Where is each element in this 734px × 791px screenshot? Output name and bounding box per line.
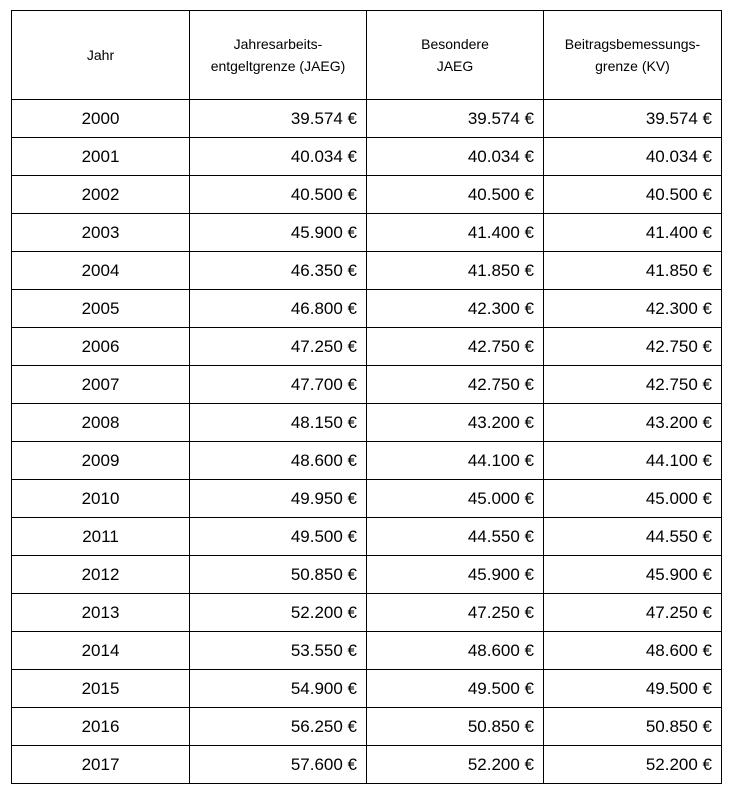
table-row	[12, 480, 722, 518]
cell-jaeg: 49.950 €	[190, 480, 367, 518]
cell-jaeg: 46.350 €	[190, 252, 367, 290]
table-row	[12, 176, 722, 214]
cell-jaeg: 53.550 €	[190, 632, 367, 670]
table-row	[12, 746, 722, 784]
header-besondere-jaeg-line-2: JAEG	[436, 58, 474, 74]
table-row	[12, 632, 722, 670]
cell-besondere-jaeg: 40.034 €	[367, 138, 544, 176]
cell-bbg-kv: 41.850 €	[544, 252, 722, 290]
cell-bbg-kv: 44.550 €	[544, 518, 722, 556]
table-row	[12, 252, 722, 290]
cell-year: 2007	[12, 366, 190, 404]
cell-year: 2004	[12, 252, 190, 290]
cell-year: 2002	[12, 176, 190, 214]
cell-jaeg: 54.900 €	[190, 670, 367, 708]
table-row	[12, 518, 722, 556]
cell-besondere-jaeg: 42.300 €	[367, 290, 544, 328]
header-year-label: Jahr	[86, 47, 115, 63]
cell-besondere-jaeg: 48.600 €	[367, 632, 544, 670]
cell-bbg-kv: 45.000 €	[544, 480, 722, 518]
cell-year: 2014	[12, 632, 190, 670]
cell-bbg-kv: 52.200 €	[544, 746, 722, 784]
cell-bbg-kv: 39.574 €	[544, 100, 722, 138]
contribution-limits-table	[11, 10, 722, 784]
cell-year: 2012	[12, 556, 190, 594]
cell-bbg-kv: 49.500 €	[544, 670, 722, 708]
header-besondere-jaeg-line-1: Besondere	[421, 36, 489, 52]
cell-jaeg: 56.250 €	[190, 708, 367, 746]
cell-year: 2001	[12, 138, 190, 176]
cell-bbg-kv: 44.100 €	[544, 442, 722, 480]
cell-year: 2003	[12, 214, 190, 252]
table-row	[12, 404, 722, 442]
cell-year: 2010	[12, 480, 190, 518]
header-bbg-kv	[544, 11, 722, 100]
cell-bbg-kv: 42.300 €	[544, 290, 722, 328]
cell-year: 2009	[12, 442, 190, 480]
cell-bbg-kv: 50.850 €	[544, 708, 722, 746]
cell-besondere-jaeg: 45.000 €	[367, 480, 544, 518]
cell-besondere-jaeg: 41.400 €	[367, 214, 544, 252]
cell-bbg-kv: 42.750 €	[544, 328, 722, 366]
cell-besondere-jaeg: 39.574 €	[367, 100, 544, 138]
header-besondere-jaeg	[367, 11, 544, 100]
table-row	[12, 290, 722, 328]
cell-jaeg: 57.600 €	[190, 746, 367, 784]
cell-besondere-jaeg: 52.200 €	[367, 746, 544, 784]
limits-table-container	[11, 10, 722, 784]
table-row	[12, 214, 722, 252]
cell-year: 2011	[12, 518, 190, 556]
cell-year: 2006	[12, 328, 190, 366]
cell-year: 2013	[12, 594, 190, 632]
header-jaeg	[190, 11, 367, 100]
table-row	[12, 366, 722, 404]
header-jaeg-line-2: entgeltgrenze (JAEG)	[210, 58, 346, 74]
table-row	[12, 708, 722, 746]
cell-year: 2005	[12, 290, 190, 328]
cell-jaeg: 49.500 €	[190, 518, 367, 556]
table-row	[12, 328, 722, 366]
cell-bbg-kv: 47.250 €	[544, 594, 722, 632]
cell-bbg-kv: 41.400 €	[544, 214, 722, 252]
cell-jaeg: 48.600 €	[190, 442, 367, 480]
table-row	[12, 100, 722, 138]
header-row	[12, 11, 722, 100]
cell-jaeg: 40.500 €	[190, 176, 367, 214]
cell-besondere-jaeg: 42.750 €	[367, 328, 544, 366]
cell-jaeg: 40.034 €	[190, 138, 367, 176]
cell-year: 2008	[12, 404, 190, 442]
table-body	[12, 100, 722, 784]
cell-besondere-jaeg: 49.500 €	[367, 670, 544, 708]
cell-besondere-jaeg: 44.100 €	[367, 442, 544, 480]
cell-besondere-jaeg: 44.550 €	[367, 518, 544, 556]
table-row	[12, 670, 722, 708]
cell-jaeg: 39.574 €	[190, 100, 367, 138]
cell-bbg-kv: 48.600 €	[544, 632, 722, 670]
cell-jaeg: 48.150 €	[190, 404, 367, 442]
header-jaeg-line-1: Jahresarbeits-	[233, 36, 323, 52]
cell-bbg-kv: 40.500 €	[544, 176, 722, 214]
cell-bbg-kv: 43.200 €	[544, 404, 722, 442]
table-row	[12, 442, 722, 480]
cell-jaeg: 50.850 €	[190, 556, 367, 594]
header-year	[12, 11, 190, 100]
cell-besondere-jaeg: 47.250 €	[367, 594, 544, 632]
cell-besondere-jaeg: 42.750 €	[367, 366, 544, 404]
cell-year: 2016	[12, 708, 190, 746]
cell-jaeg: 46.800 €	[190, 290, 367, 328]
cell-besondere-jaeg: 43.200 €	[367, 404, 544, 442]
cell-jaeg: 45.900 €	[190, 214, 367, 252]
cell-bbg-kv: 42.750 €	[544, 366, 722, 404]
table-header	[12, 11, 722, 100]
table-row	[12, 138, 722, 176]
table-row	[12, 556, 722, 594]
cell-jaeg: 47.250 €	[190, 328, 367, 366]
table-row	[12, 594, 722, 632]
cell-besondere-jaeg: 41.850 €	[367, 252, 544, 290]
cell-jaeg: 47.700 €	[190, 366, 367, 404]
cell-year: 2000	[12, 100, 190, 138]
cell-jaeg: 52.200 €	[190, 594, 367, 632]
cell-bbg-kv: 45.900 €	[544, 556, 722, 594]
cell-bbg-kv: 40.034 €	[544, 138, 722, 176]
cell-besondere-jaeg: 50.850 €	[367, 708, 544, 746]
header-bbg-kv-line-2: grenze (KV)	[595, 58, 670, 74]
header-bbg-kv-line-1: Beitragsbemessungs-	[564, 36, 701, 52]
cell-besondere-jaeg: 40.500 €	[367, 176, 544, 214]
cell-year: 2017	[12, 746, 190, 784]
cell-besondere-jaeg: 45.900 €	[367, 556, 544, 594]
cell-year: 2015	[12, 670, 190, 708]
